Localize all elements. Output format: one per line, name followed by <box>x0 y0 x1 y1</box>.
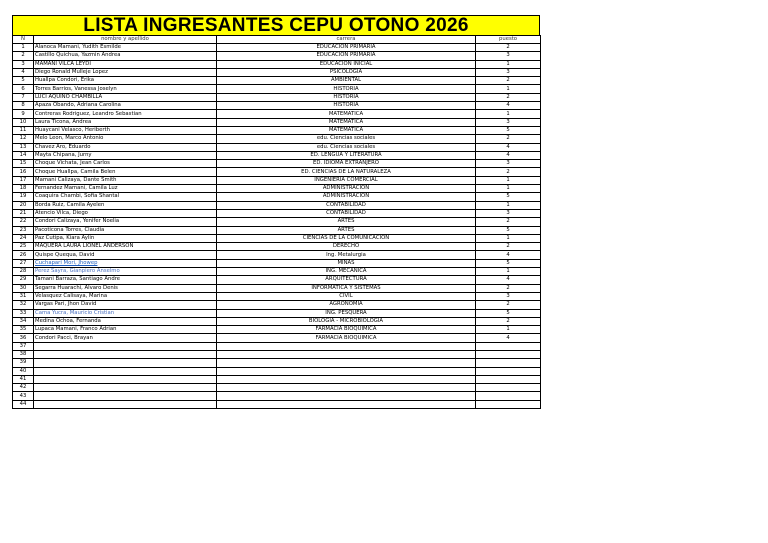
row-number: 21 <box>13 209 34 217</box>
table-row <box>13 44 541 52</box>
career-cell: MINAS <box>217 259 476 267</box>
student-name <box>34 384 217 392</box>
student-name: Tamani Barraza, Santiago Andre <box>34 276 217 284</box>
career-cell: BIOLOGIA - MICROBIOLOGIA <box>217 317 476 325</box>
table-row <box>13 93 541 101</box>
table-row <box>13 185 541 193</box>
row-number: 14 <box>13 151 34 159</box>
table-row <box>13 60 541 68</box>
student-name: Huaycani Velasco, Heriberth <box>34 126 217 134</box>
career-cell <box>217 392 476 400</box>
row-number: 11 <box>13 126 34 134</box>
career-cell: edu. Ciencias sociales <box>217 143 476 151</box>
row-number: 3 <box>13 60 34 68</box>
table-row <box>13 193 541 201</box>
student-name: Choque Vichata, Jean Carlos <box>34 160 217 168</box>
table-row <box>13 218 541 226</box>
career-cell: CIVIL <box>217 292 476 300</box>
career-cell: AGRONOMIA <box>217 301 476 309</box>
position-cell <box>476 400 541 408</box>
table-row <box>13 176 541 184</box>
table-row <box>13 118 541 126</box>
row-number: 7 <box>13 93 34 101</box>
student-name <box>34 375 217 383</box>
row-number: 39 <box>13 359 34 367</box>
position-cell <box>476 342 541 350</box>
career-cell: EDUCACION PRIMARIA <box>217 44 476 52</box>
student-name: Alanoca Mamani, Yudith Esmilde <box>34 44 217 52</box>
table-row <box>13 77 541 85</box>
table-row <box>13 135 541 143</box>
career-cell: MATEMATICA <box>217 126 476 134</box>
row-number: 2 <box>13 52 34 60</box>
table-row <box>13 209 541 217</box>
career-cell: Ing. Metalurgia <box>217 251 476 259</box>
spreadsheet <box>12 15 540 409</box>
position-cell: 1 <box>476 326 541 334</box>
student-name: Condori Calizaya, Yenifer Noelia <box>34 218 217 226</box>
position-cell: 3 <box>476 160 541 168</box>
student-name: Castillo Quichua, Yazmin Andrea <box>34 52 217 60</box>
table-row <box>13 292 541 300</box>
student-name: Fernandez Mamani, Camila Luz <box>34 185 217 193</box>
student-name: MAQUERA LAURA LIONEL ANDERSON <box>34 243 217 251</box>
position-cell: 2 <box>476 168 541 176</box>
row-number: 1 <box>13 44 34 52</box>
student-name: Apaza Obando, Adriana Carolina <box>34 102 217 110</box>
position-cell: 5 <box>476 226 541 234</box>
table-row <box>13 226 541 234</box>
table-row <box>13 85 541 93</box>
row-number: 13 <box>13 143 34 151</box>
career-cell: ADMINISTRACION <box>217 193 476 201</box>
table-row <box>13 392 541 400</box>
table-row <box>13 326 541 334</box>
position-cell: 1 <box>476 110 541 118</box>
position-cell: 2 <box>476 301 541 309</box>
row-number: 41 <box>13 375 34 383</box>
row-number: 9 <box>13 110 34 118</box>
table-row <box>13 126 541 134</box>
table-row <box>13 317 541 325</box>
row-number: 44 <box>13 400 34 408</box>
table-row <box>13 276 541 284</box>
table-row <box>13 68 541 76</box>
header-row <box>13 36 541 44</box>
table-row <box>13 110 541 118</box>
position-cell <box>476 392 541 400</box>
position-cell: 3 <box>476 209 541 217</box>
student-name: Diego Ronald Mulleje Lopez <box>34 68 217 76</box>
position-cell: 3 <box>476 52 541 60</box>
position-cell <box>476 384 541 392</box>
position-cell: 4 <box>476 143 541 151</box>
position-cell: 2 <box>476 284 541 292</box>
row-number: 20 <box>13 201 34 209</box>
table-row <box>13 143 541 151</box>
header-career: carrera <box>217 36 476 44</box>
student-name: Medina Ochoa, Fernanda <box>34 317 217 325</box>
row-number: 30 <box>13 284 34 292</box>
career-cell: MATEMATICA <box>217 118 476 126</box>
position-cell: 5 <box>476 193 541 201</box>
position-cell <box>476 350 541 358</box>
row-number: 35 <box>13 326 34 334</box>
career-cell: ING. MECANICA <box>217 268 476 276</box>
position-cell <box>476 367 541 375</box>
position-cell: 2 <box>476 135 541 143</box>
row-number: 42 <box>13 384 34 392</box>
table-row <box>13 102 541 110</box>
position-cell: 4 <box>476 151 541 159</box>
position-cell: 1 <box>476 185 541 193</box>
career-cell: FARMACIA BIOQUIMICA <box>217 334 476 342</box>
table-row <box>13 201 541 209</box>
career-cell <box>217 342 476 350</box>
table-row <box>13 301 541 309</box>
career-cell: ING. PESQUERA <box>217 309 476 317</box>
position-cell: 3 <box>476 118 541 126</box>
position-cell: 5 <box>476 126 541 134</box>
student-name: Quispe Quequa, David <box>34 251 217 259</box>
position-cell: 4 <box>476 276 541 284</box>
position-cell: 1 <box>476 201 541 209</box>
position-cell: 2 <box>476 77 541 85</box>
career-cell: CONTABILIDAD <box>217 201 476 209</box>
career-cell: ED. LENGUA Y LITERATURA <box>217 151 476 159</box>
position-cell: 4 <box>476 251 541 259</box>
row-number: 19 <box>13 193 34 201</box>
student-name: Melo Leon, Marco Antonio <box>34 135 217 143</box>
student-name: Lupaca Mamani, Franco Adrian <box>34 326 217 334</box>
student-name[interactable]: Cuchapari Mori, Jhowep <box>34 259 217 267</box>
student-name: Contreras Rodriguez, Leandro Sebastian <box>34 110 217 118</box>
career-cell <box>217 367 476 375</box>
results-table <box>12 35 541 409</box>
career-cell <box>217 359 476 367</box>
career-cell: ED. IDIOMA EXTRANJERO <box>217 160 476 168</box>
row-number: 36 <box>13 334 34 342</box>
row-number: 6 <box>13 85 34 93</box>
career-cell: AMBIENTAL <box>217 77 476 85</box>
student-name <box>34 400 217 408</box>
row-number: 32 <box>13 301 34 309</box>
position-cell: 2 <box>476 243 541 251</box>
table-row <box>13 234 541 242</box>
table-row <box>13 52 541 60</box>
position-cell: 1 <box>476 176 541 184</box>
row-number: 24 <box>13 234 34 242</box>
row-number: 34 <box>13 317 34 325</box>
career-cell: PSICOLOGIA <box>217 68 476 76</box>
position-cell: 2 <box>476 93 541 101</box>
career-cell: edu. Ciencias sociales <box>217 135 476 143</box>
row-number: 40 <box>13 367 34 375</box>
student-name: Paz Cutipa, Kiara Aylin <box>34 234 217 242</box>
table-row <box>13 384 541 392</box>
row-number: 38 <box>13 350 34 358</box>
student-name: Torres Barrios, Vanessa Joselyn <box>34 85 217 93</box>
career-cell: INGENIERIA COMERCIAL <box>217 176 476 184</box>
row-number: 27 <box>13 259 34 267</box>
career-cell: ED. CIENCIAS DE LA NATURALEZA <box>217 168 476 176</box>
row-number: 43 <box>13 392 34 400</box>
student-name <box>34 359 217 367</box>
row-number: 17 <box>13 176 34 184</box>
career-cell: EDUCACION INICIAL <box>217 60 476 68</box>
career-cell: ARQUITECTURA <box>217 276 476 284</box>
career-cell: DERECHO <box>217 243 476 251</box>
table-row <box>13 251 541 259</box>
row-number: 22 <box>13 218 34 226</box>
table-row <box>13 400 541 408</box>
student-name: Cama Yucra, Mauricio Cristian <box>34 309 217 317</box>
student-name <box>34 392 217 400</box>
table-row <box>13 359 541 367</box>
position-cell: 4 <box>476 102 541 110</box>
career-cell <box>217 384 476 392</box>
career-cell: ADMINISTRACION <box>217 185 476 193</box>
career-cell <box>217 400 476 408</box>
row-number: 26 <box>13 251 34 259</box>
career-cell: HISTORIA <box>217 85 476 93</box>
row-number: 5 <box>13 77 34 85</box>
row-number: 18 <box>13 185 34 193</box>
table-row <box>13 334 541 342</box>
career-cell: HISTORIA <box>217 93 476 101</box>
student-name: Laura Ticona, Andrea <box>34 118 217 126</box>
career-cell <box>217 375 476 383</box>
row-number: 33 <box>13 309 34 317</box>
career-cell: EDUCACION PRIMARIA <box>217 52 476 60</box>
career-cell: HISTORIA <box>217 102 476 110</box>
row-number: 10 <box>13 118 34 126</box>
row-number: 4 <box>13 68 34 76</box>
position-cell: 1 <box>476 268 541 276</box>
position-cell: 1 <box>476 60 541 68</box>
position-cell: 2 <box>476 44 541 52</box>
student-name: Coaquira Chambi, Sofia Shantal <box>34 193 217 201</box>
row-number: 8 <box>13 102 34 110</box>
career-cell: CIENCIAS DE LA COMUNICACION <box>217 234 476 242</box>
student-name: Velasquez Calisaya, Marina <box>34 292 217 300</box>
student-name: Borda Ruiz, Camila Ayelen <box>34 201 217 209</box>
row-number: 31 <box>13 292 34 300</box>
career-cell: INFORMATICA Y SISTEMAS <box>217 284 476 292</box>
table-row <box>13 342 541 350</box>
table-row <box>13 350 541 358</box>
page-title: LISTA INGRESANTES CEPU OTONO 2026 <box>83 15 469 36</box>
student-name: Vargas Pari, Jhon David <box>34 301 217 309</box>
student-name: Segarra Huarachi, Alvaro Denis <box>34 284 217 292</box>
header-n: N <box>13 36 34 44</box>
row-number: 29 <box>13 276 34 284</box>
row-number: 15 <box>13 160 34 168</box>
table-row <box>13 151 541 159</box>
position-cell: 3 <box>476 292 541 300</box>
row-number: 28 <box>13 268 34 276</box>
table-body <box>13 44 541 409</box>
career-cell: ARTES <box>217 218 476 226</box>
row-number: 12 <box>13 135 34 143</box>
student-name: LUCI AQUINO CHAMBILLA <box>34 93 217 101</box>
student-name: Mamani Calizaya, Dante Smith <box>34 176 217 184</box>
position-cell: 3 <box>476 68 541 76</box>
student-name: Mayta Chipana, Jurny <box>34 151 217 159</box>
career-cell: ARTES <box>217 226 476 234</box>
career-cell: MATEMATICA <box>217 110 476 118</box>
row-number: 23 <box>13 226 34 234</box>
table-row <box>13 168 541 176</box>
row-number: 16 <box>13 168 34 176</box>
header-position: puesto <box>476 36 541 44</box>
header-name: nombre y apellido <box>34 36 217 44</box>
position-cell <box>476 359 541 367</box>
row-number: 25 <box>13 243 34 251</box>
student-name: MAMANI VILCA LEYDI <box>34 60 217 68</box>
title-bar <box>12 15 540 35</box>
table-row <box>13 367 541 375</box>
student-name: Pacoticona Torres, Claudia <box>34 226 217 234</box>
table-row <box>13 309 541 317</box>
student-name: Perez Sayra, Gianpiero Anselmo <box>34 268 217 276</box>
student-name: Atencio Vilca, Diego <box>34 209 217 217</box>
career-cell: FARMACIA BIOQUIMICA <box>217 326 476 334</box>
table-row <box>13 375 541 383</box>
table-row <box>13 284 541 292</box>
position-cell: 2 <box>476 317 541 325</box>
table-row <box>13 160 541 168</box>
student-name: Condori Pacci, Brayan <box>34 334 217 342</box>
table-row <box>13 268 541 276</box>
position-cell: 5 <box>476 259 541 267</box>
table-row <box>13 243 541 251</box>
position-cell: 1 <box>476 234 541 242</box>
table-row <box>13 259 541 267</box>
student-name: Huallpa Condori, Erika <box>34 77 217 85</box>
position-cell: 2 <box>476 218 541 226</box>
career-cell <box>217 350 476 358</box>
student-name: Choque Huallpa, Camila Belen <box>34 168 217 176</box>
position-cell: 4 <box>476 334 541 342</box>
student-name: Chavez Aro, Eduardo <box>34 143 217 151</box>
row-number: 37 <box>13 342 34 350</box>
student-name <box>34 342 217 350</box>
position-cell: 1 <box>476 85 541 93</box>
position-cell: 5 <box>476 309 541 317</box>
student-name <box>34 367 217 375</box>
career-cell: CONTABILIDAD <box>217 209 476 217</box>
position-cell <box>476 375 541 383</box>
student-name <box>34 350 217 358</box>
